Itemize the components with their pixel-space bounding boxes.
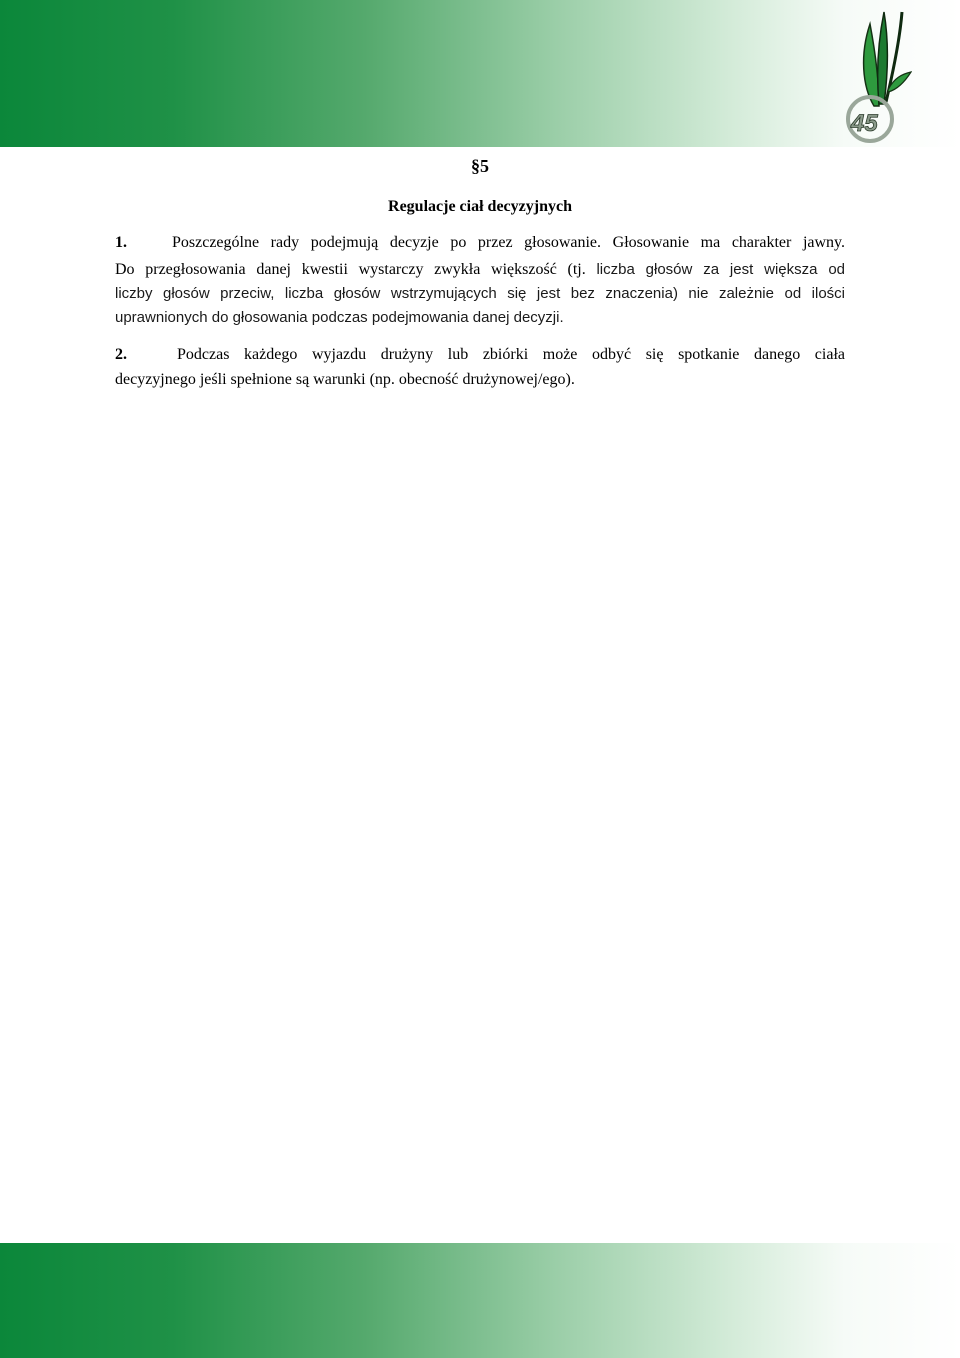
paragraph-1-text-line-2b: liczba głosów za jest większa od	[596, 261, 846, 278]
section-title: Regulacje ciał decyzyjnych	[388, 198, 572, 215]
paragraph-1-line-3: liczby głosów przeciw, liczba głosów wstrzymujących się jest bez znaczenia) nie zależnie od ilości	[115, 285, 845, 302]
paragraph-1-line-1	[115, 231, 845, 255]
paragraph-1-text-line-2a: Do przegłosowania danej kwestii wystarczy zwykła większość (tj.	[115, 261, 586, 278]
section-number: §5	[471, 156, 489, 176]
logo-left-leaf	[864, 24, 879, 106]
logo	[832, 6, 912, 146]
paragraph-2-number: 2.	[115, 346, 127, 363]
footer-band	[0, 1243, 960, 1358]
paragraph-1-text-line-1: Poszczególne rady podejmują decyzje po przez głosowanie. Głosowanie ma charakter jawny.	[172, 234, 845, 251]
paragraph-1-line-2	[115, 258, 845, 282]
logo-center-leaf	[878, 12, 888, 104]
logo-number: 45	[851, 110, 878, 137]
paragraph-1-number: 1.	[115, 234, 127, 251]
paragraph-2-line-2: decyzyjnego jeśli spełnione są warunki (np. obecność drużynowej/ego).	[115, 371, 575, 388]
header-band	[0, 0, 960, 147]
paragraph-1-line-4: uprawnionych do głosowania podczas podejmowania danej decyzji.	[115, 309, 564, 326]
paragraph-2-line-1	[115, 343, 845, 367]
paragraph-2-text-line-1: Podczas każdego wyjazdu drużyny lub zbiórki może odbyć się spotkanie danego ciała	[177, 346, 845, 363]
